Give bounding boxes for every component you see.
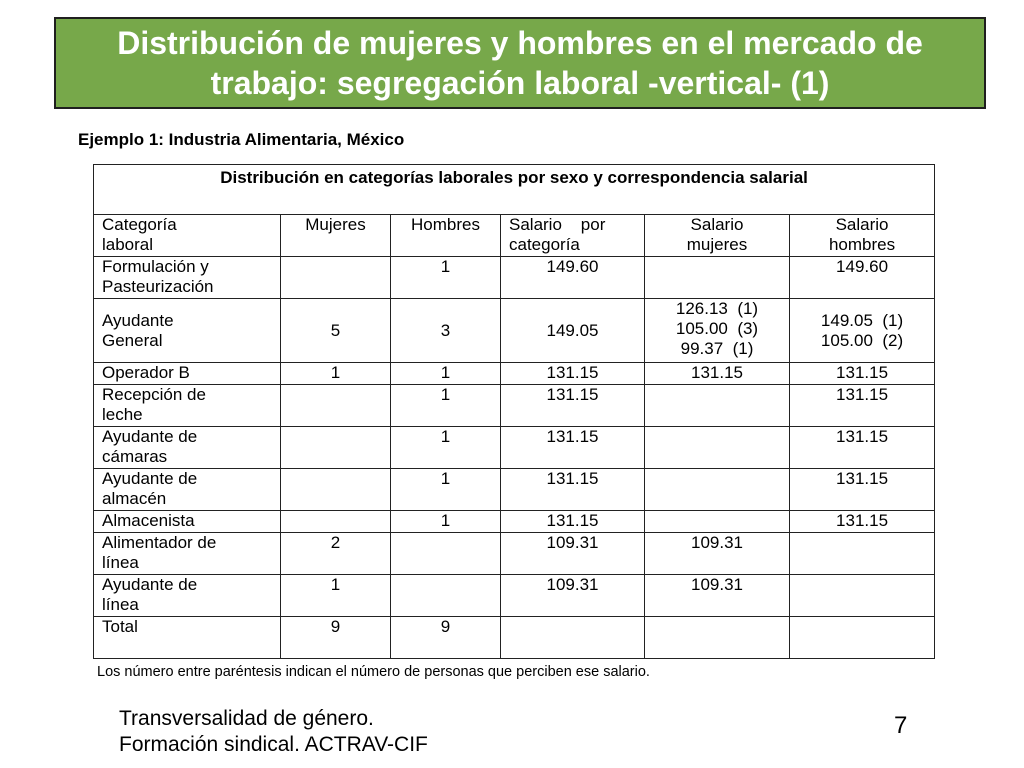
table-row — [94, 617, 935, 659]
cell-category: Recepción de leche — [94, 385, 281, 427]
table-row — [94, 385, 935, 427]
cell-women: 1 — [281, 575, 391, 617]
header-salary-men: Salario hombres — [790, 215, 935, 257]
cell-men: 1 — [391, 385, 501, 427]
cell-salary-women: 109.31 — [645, 575, 790, 617]
cell-women: 2 — [281, 533, 391, 575]
example-title: Ejemplo 1: Industria Alimentaria, México — [78, 130, 405, 149]
header-category: Categoría laboral — [94, 215, 281, 257]
cell-salary-men: 149.60 — [790, 257, 935, 299]
table-row — [94, 533, 935, 575]
cell-men: 1 — [391, 363, 501, 385]
cell-women — [281, 385, 391, 427]
slide-title — [54, 17, 986, 109]
table-row — [94, 299, 935, 363]
table-caption: Distribución en categorías laborales por sexo y correspondencia salarial — [94, 165, 935, 215]
cell-salary-category: 131.15 — [501, 427, 645, 469]
table-row — [94, 575, 935, 617]
table-note: Los número entre paréntesis indican el número de personas que perciben ese salario. — [97, 664, 650, 680]
header-women: Mujeres — [281, 215, 391, 257]
cell-salary-category: 109.31 — [501, 575, 645, 617]
footer-line2: Formación sindical. ACTRAV-CIF — [119, 733, 428, 756]
footer — [119, 706, 428, 758]
cell-salary-women — [645, 385, 790, 427]
cell-women — [281, 427, 391, 469]
table-row — [94, 469, 935, 511]
cell-salary-category: 131.15 — [501, 363, 645, 385]
cell-salary-women: 126.13 (1) 105.00 (3) 99.37 (1) — [645, 299, 790, 363]
cell-salary-category: 131.15 — [501, 469, 645, 511]
footer-line1: Transversalidad de género. — [119, 707, 374, 730]
cell-men: 3 — [391, 299, 501, 363]
cell-category: Formulación y Pasteurización — [94, 257, 281, 299]
cell-salary-category: 149.60 — [501, 257, 645, 299]
header-salary-category: Salario por categoría — [501, 215, 645, 257]
table-row — [94, 257, 935, 299]
cell-category: Almacenista — [94, 511, 281, 533]
cell-salary-men — [790, 617, 935, 659]
cell-women: 5 — [281, 299, 391, 363]
cell-salary-category: 131.15 — [501, 385, 645, 427]
cell-women — [281, 257, 391, 299]
page-number: 7 — [894, 712, 908, 739]
cell-salary-category: 149.05 — [501, 299, 645, 363]
table-caption-row — [94, 165, 935, 215]
cell-men: 1 — [391, 511, 501, 533]
cell-men — [391, 575, 501, 617]
cell-salary-men — [790, 533, 935, 575]
cell-salary-category: 109.31 — [501, 533, 645, 575]
cell-category: Ayudante de almacén — [94, 469, 281, 511]
header-salary-women: Salario mujeres — [645, 215, 790, 257]
cell-salary-men: 149.05 (1) 105.00 (2) — [790, 299, 935, 363]
cell-salary-category — [501, 617, 645, 659]
cell-women — [281, 469, 391, 511]
cell-women: 1 — [281, 363, 391, 385]
cell-salary-men: 131.15 — [790, 363, 935, 385]
cell-salary-women: 131.15 — [645, 363, 790, 385]
cell-salary-women — [645, 427, 790, 469]
cell-salary-women — [645, 469, 790, 511]
cell-salary-men: 131.15 — [790, 469, 935, 511]
cell-category: Ayudante de línea — [94, 575, 281, 617]
cell-men: 1 — [391, 257, 501, 299]
table-header-row — [94, 215, 935, 257]
cell-salary-women: 109.31 — [645, 533, 790, 575]
cell-category: Operador B — [94, 363, 281, 385]
table-row — [94, 363, 935, 385]
cell-salary-men: 131.15 — [790, 427, 935, 469]
header-men: Hombres — [391, 215, 501, 257]
cell-category: Ayudante General — [94, 299, 281, 363]
table-row — [94, 511, 935, 533]
cell-category: Alimentador de línea — [94, 533, 281, 575]
cell-men: 9 — [391, 617, 501, 659]
salary-distribution-table — [93, 164, 935, 659]
cell-salary-men: 131.15 — [790, 511, 935, 533]
slide-title-line1: Distribución de mujeres y hombres en el mercado de — [117, 25, 923, 61]
cell-men: 1 — [391, 469, 501, 511]
cell-salary-women — [645, 511, 790, 533]
cell-men: 1 — [391, 427, 501, 469]
table-row — [94, 427, 935, 469]
cell-salary-women — [645, 257, 790, 299]
table-body — [94, 257, 935, 659]
cell-salary-category: 131.15 — [501, 511, 645, 533]
cell-salary-men: 131.15 — [790, 385, 935, 427]
cell-women — [281, 511, 391, 533]
cell-category: Ayudante de cámaras — [94, 427, 281, 469]
cell-category: Total — [94, 617, 281, 659]
slide-title-line2: trabajo: segregación laboral -vertical- (1) — [210, 65, 830, 101]
cell-salary-women — [645, 617, 790, 659]
cell-salary-men — [790, 575, 935, 617]
cell-women: 9 — [281, 617, 391, 659]
cell-men — [391, 533, 501, 575]
